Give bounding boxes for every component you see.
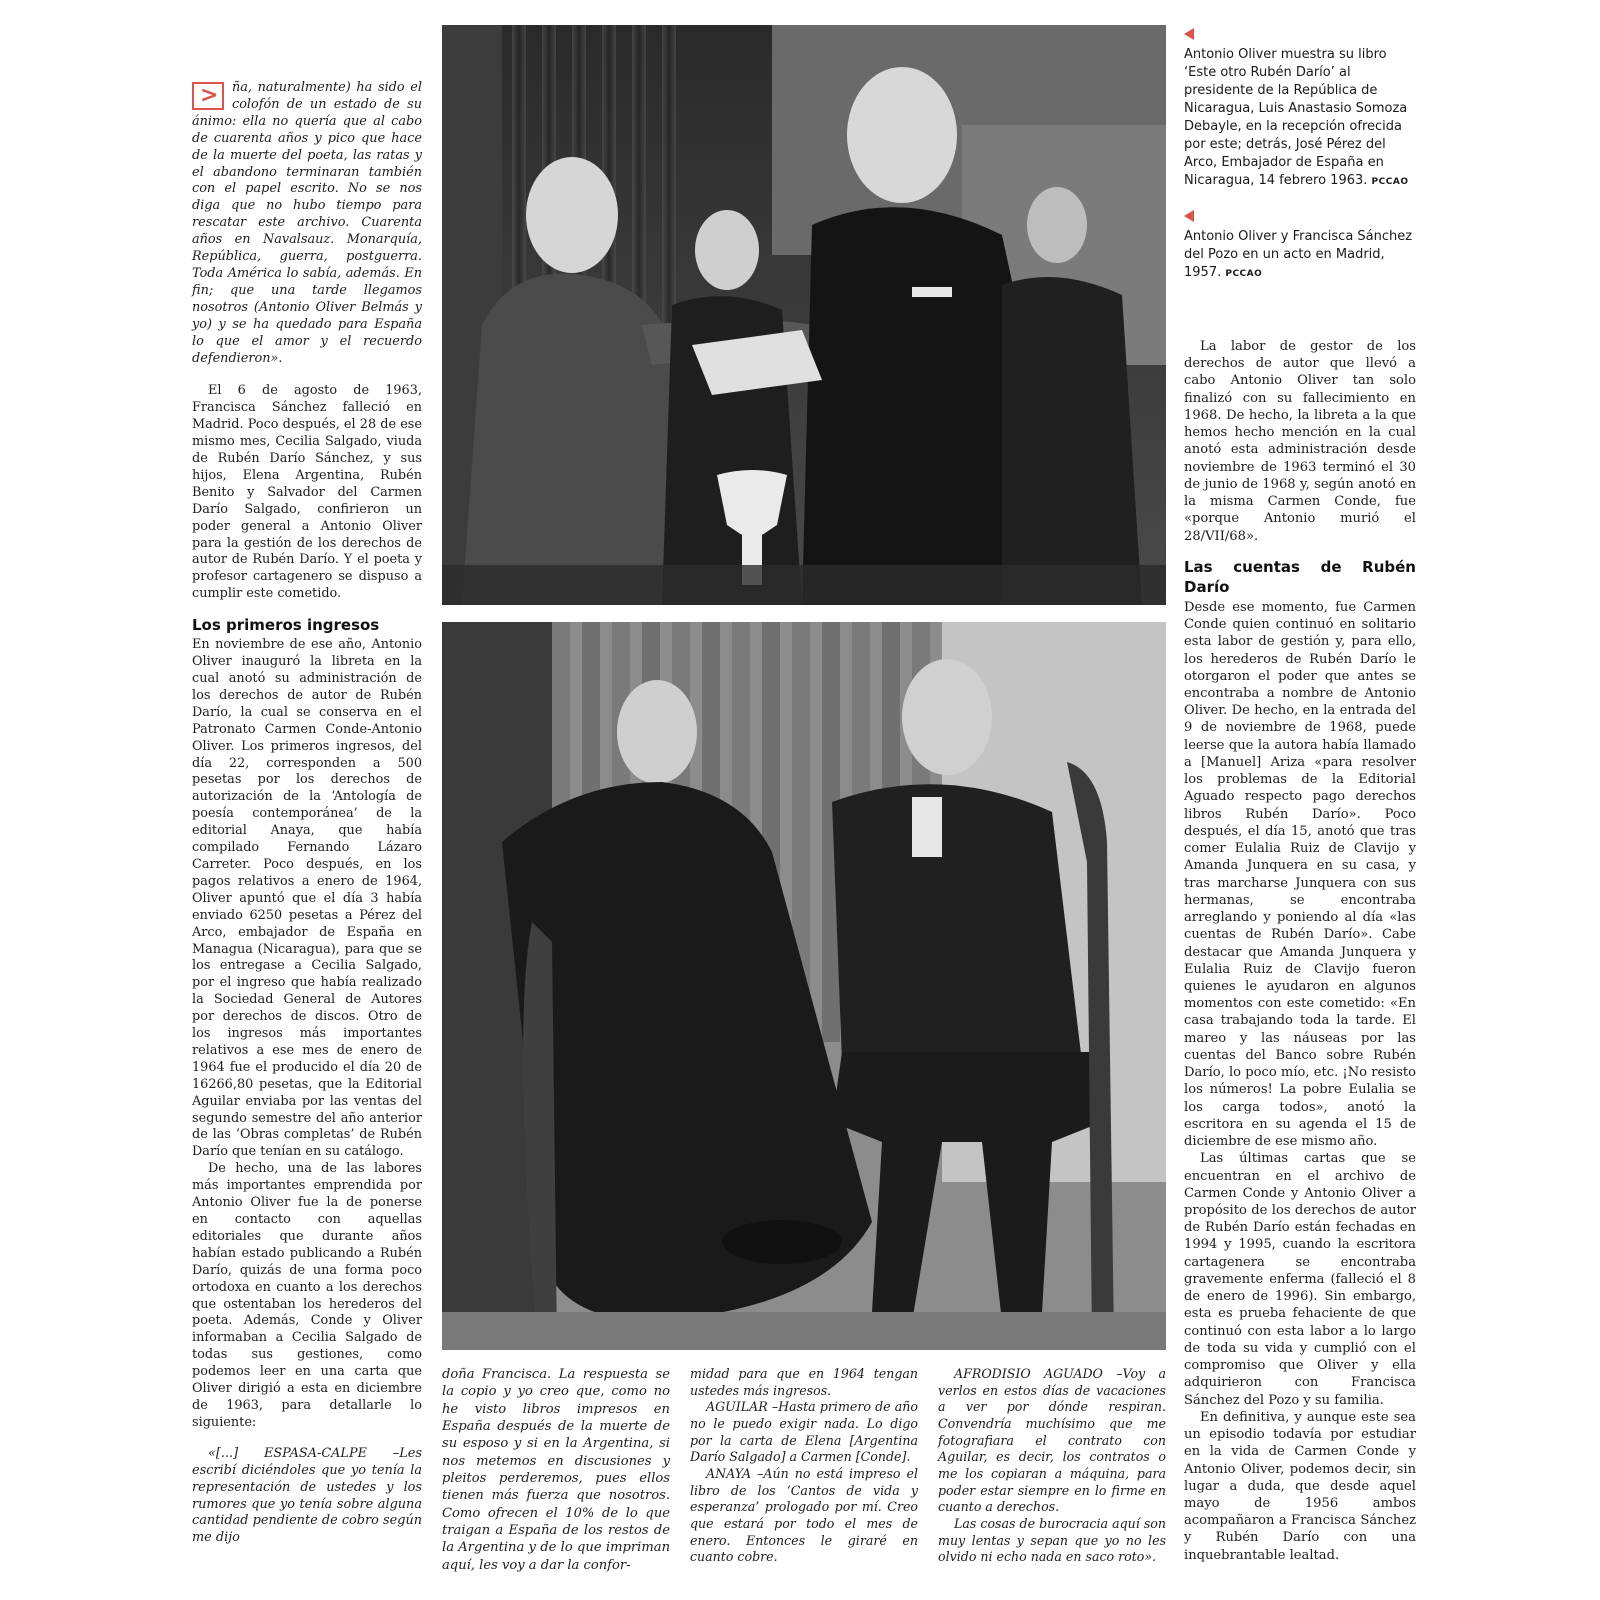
subheading-cuentas-ruben-dario: Las cuentas de Rubén Darío — [1184, 557, 1416, 596]
quote-paragraph: midad para que en 1964 tengan ustedes más ingresos. — [690, 1366, 918, 1398]
quote-paragraph: Las cosas de burocracia aquí son muy lentas y sepan que yo no les olvido ni echo nada en saco roto». — [938, 1516, 1166, 1565]
photo-oliver-sanchez — [442, 622, 1166, 1350]
caption-pointer-icon — [1184, 28, 1194, 40]
caption-1-text: Antonio Oliver muestra su libro ‘Este otro Rubén Darío’ al presidente de la República de Nicaragua, Luis Anastasio Somoza Debayle, en la recepción ofrecida por este; detrás, José Pérez del Arco, Embajador de España en Nicaragua, 14 febrero 1963. — [1184, 47, 1408, 188]
paragraph: En definitiva, y aunque este sea un episodio todavía por estudiar en la vida de Carmen Conde y Antonio Oliver, podemos decir, sin lugar a duda, que desde aquel mayo de 1956 ambos acompañaron a Francisca Sánchez y Rubén Darío con una inquebrantable lealtad. — [1184, 1409, 1416, 1563]
photo-credit: PCCAO — [1371, 177, 1409, 187]
paragraph: El 6 de agosto de 1963, Francisca Sánchez falleció en Madrid. Poco después, el 28 de ese mismo mes, Cecilia Salgado, viuda de Rubén Darío Sánchez, y sus hijos, Elena Argentina, Rubén Benito y Salvador del Carmen Darío Salgado, confirieron un poder general a Antonio Oliver para la gestión de los derechos de autor de Rubén Darío. Y el poeta y profesor cartagenero se dispuso a cumplir este cometido. — [192, 383, 422, 602]
paragraph: De hecho, una de las labores más importantes emprendida por Antonio Oliver fue la de ponerse en contacto con aquellas editoriales que durante años habían estado publicando a Rubén Darío, quizás de una forma poco ortodoxa en cuanto a los derechos que ostentaban los herederos del poeta. Además, Conde y Oliver informaban a Cecilia Salgado de todas sus gestiones, como podemos leer en una carta que Oliver dirigió a esta en diciembre de 1963, para detallarle lo siguiente: — [192, 1161, 422, 1430]
intro-italic-text: ña, naturalmente) ha sido el colofón de un estado de su ánimo: ella no quería que al cabo de cuarenta años y pico que hace de la muerte del poeta, las ratas y el abandono terminaran también con el papel escrito. No se nos diga que no hubo tiempo para rescatar este archivo. Cuarenta años en Navalsauz. Monarquía, República, guerra, postguerra. Toda América lo sabía, además. En fin; que una tarde llegamos nosotros (Antonio Oliver Belmás y yo) y se ha quedado para España lo que el amor y el recuerdo defendieron». — [192, 80, 422, 366]
column-5 — [1184, 338, 1416, 1564]
quote-paragraph: doña Francisca. La respuesta se la copio y yo creo que, como no he visto libros impresos en España después de la muerte de su esposo y si en la Argentina, si nos metemos en discusiones y pleitos perderemos, pues ellos tienen más fuerza que nosotros. Como ofrecen el 10% de lo que traigan a España de los restos de la Argentina y de lo que impriman aquí, les voy a dar la confor- — [442, 1367, 670, 1573]
column-2 — [442, 1366, 670, 1574]
quote-paragraph: AFRODISIO AGUADO –Voy a verlos en estos días de vacaciones a ver por dónde respiran. Convendría muchísimo que me fotografiara el contrato con Aguilar, es decir, los contratos o me los copiaran a máquina, para poder estar siempre en lo firme en cuanto a derechos. — [938, 1366, 1166, 1515]
column-4 — [938, 1366, 1166, 1566]
caption-1 — [1184, 28, 1416, 191]
paragraph: Desde ese momento, fue Carmen Conde quien continuó en solitario esta labor de gestión y, para ello, los herederos de Rubén Darío le otorgaron el poder que antes se encontraba a nombre de Antonio Oliver. De hecho, en la entrada del 9 de noviembre de 1968, puede leerse que la autora había llamado a [Manuel] Ariza «para resolver los problemas de la Editorial Aguado respecto pago derechos libros Rubén Darío». Poco después, el día 15, anotó que tras comer Eulalia Ruiz de Clavijo y Amanda Junquera en su casa, y tras marcharse Junquera con sus hermanas, se encontraba arreglando y poniendo al día «las cuentas de Rubén Darío». Cabe destacar que Amanda Junquera y Eulalia Ruiz de Clavijo fueron quienes le ayudaron en algunos momentos con este cometido: «En casa trabajando toda la tarde. El mareo y las náuseas por las cuentas del Banco sobre Rubén Darío, lo poco mío, etc. ¡No resisto los números! La pobre Eulalia se los carga todos», anotó la escritora en su agenda el 15 de diciembre de ese mismo año. — [1184, 599, 1416, 1150]
continue-arrow-icon: > — [192, 82, 224, 110]
photo-somoza-image — [442, 25, 1166, 605]
intro-italic-block — [192, 80, 422, 367]
caption-pointer-icon — [1184, 210, 1194, 222]
column-3 — [690, 1366, 918, 1566]
quote-paragraph: «[...] ESPASA-CALPE –Les escribí diciéndoles que yo tenía la representación de ustedes y los rumores que yo tenía sobre alguna cantidad pendiente de cobro según me dijo — [192, 1445, 422, 1546]
paragraph: La labor de gestor de los derechos de autor que llevó a cabo Antonio Oliver tan solo finalizó con su fallecimiento en 1968. De hecho, la libreta a la que hemos hecho mención en la cual anotó esta administración desde noviembre de 1963 terminó el 30 de junio de 1968 y, según anotó en la misma Carmen Conde, fue «porque Antonio murió el 28/VII/68». — [1184, 339, 1416, 544]
photo-somoza-reception — [442, 25, 1166, 605]
paragraph: En noviembre de ese año, Antonio Oliver inauguró la libreta en la cual anotó su administración de los derechos de autor de Rubén Darío, la cual se conserva en el Patronato Carmen Conde-Antonio Oliver. Los primeros ingresos, del día 22, corresponden a 500 pesetas por los derechos de autorización de la ‘Antología de poesía contemporánea’ de la editorial Anaya, que había compilado Fernando Lázaro Carreter. Poco después, en los pagos relativos a enero de 1964, Oliver apuntó que el día 3 había enviado 6250 pesetas a Pérez del Arco, embajador de España en Managua (Nicaragua), para que se los entregase a Cecilia Salgado, por el ingreso que había realizado la Sociedad General de Autores por derechos de discos. Otro de los ingresos más importantes relativos a ese mes de enero de 1964 fue el producido el día 20 de 16266,80 pesetas, que la Editorial Aguilar enviaba por las ventas del segundo semestre del año anterior de las ‘Obras completas’ de Rubén Darío que tenían en su catálogo. — [192, 637, 422, 1160]
caption-2 — [1184, 210, 1416, 283]
quote-paragraph: ANAYA –Aún no está impreso el libro de los ‘Cantos de vida y esperanza’ prologado por mí. Creo que estará por todo el mes de enero. Entonces le giraré en cuanto cobre. — [690, 1466, 918, 1565]
quote-paragraph: AGUILAR –Hasta primero de año no le puedo exigir nada. Lo digo por la carta de Elena [Argentina Darío Salgado] a Carmen [Conde]. — [690, 1399, 918, 1465]
photo-credit: PCCAO — [1225, 269, 1263, 279]
photo-oliver-sanchez-image — [442, 622, 1166, 1350]
paragraph: Las últimas cartas que se encuentran en el archivo de Carmen Conde y Antonio Oliver a propósito de los derechos de autor de Rubén Darío están fechadas en 1994 y 1995, cuando la escritora cartagenera se encontraba gravemente enferma (falleció el 8 de enero de 1996). Sin embargo, esta es prueba fehaciente de que continuó con esta labor a lo largo de toda su vida y cumplió con el compromiso que Oliver y ella adquirieron con Francisca Sánchez del Pozo y su familia. — [1184, 1151, 1416, 1408]
caption-2-text: Antonio Oliver y Francisca Sánchez del Pozo en un acto en Madrid, 1957. — [1184, 229, 1413, 280]
column-1 — [192, 80, 422, 1547]
subheading-primeros-ingresos: Los primeros ingresos — [192, 616, 380, 635]
